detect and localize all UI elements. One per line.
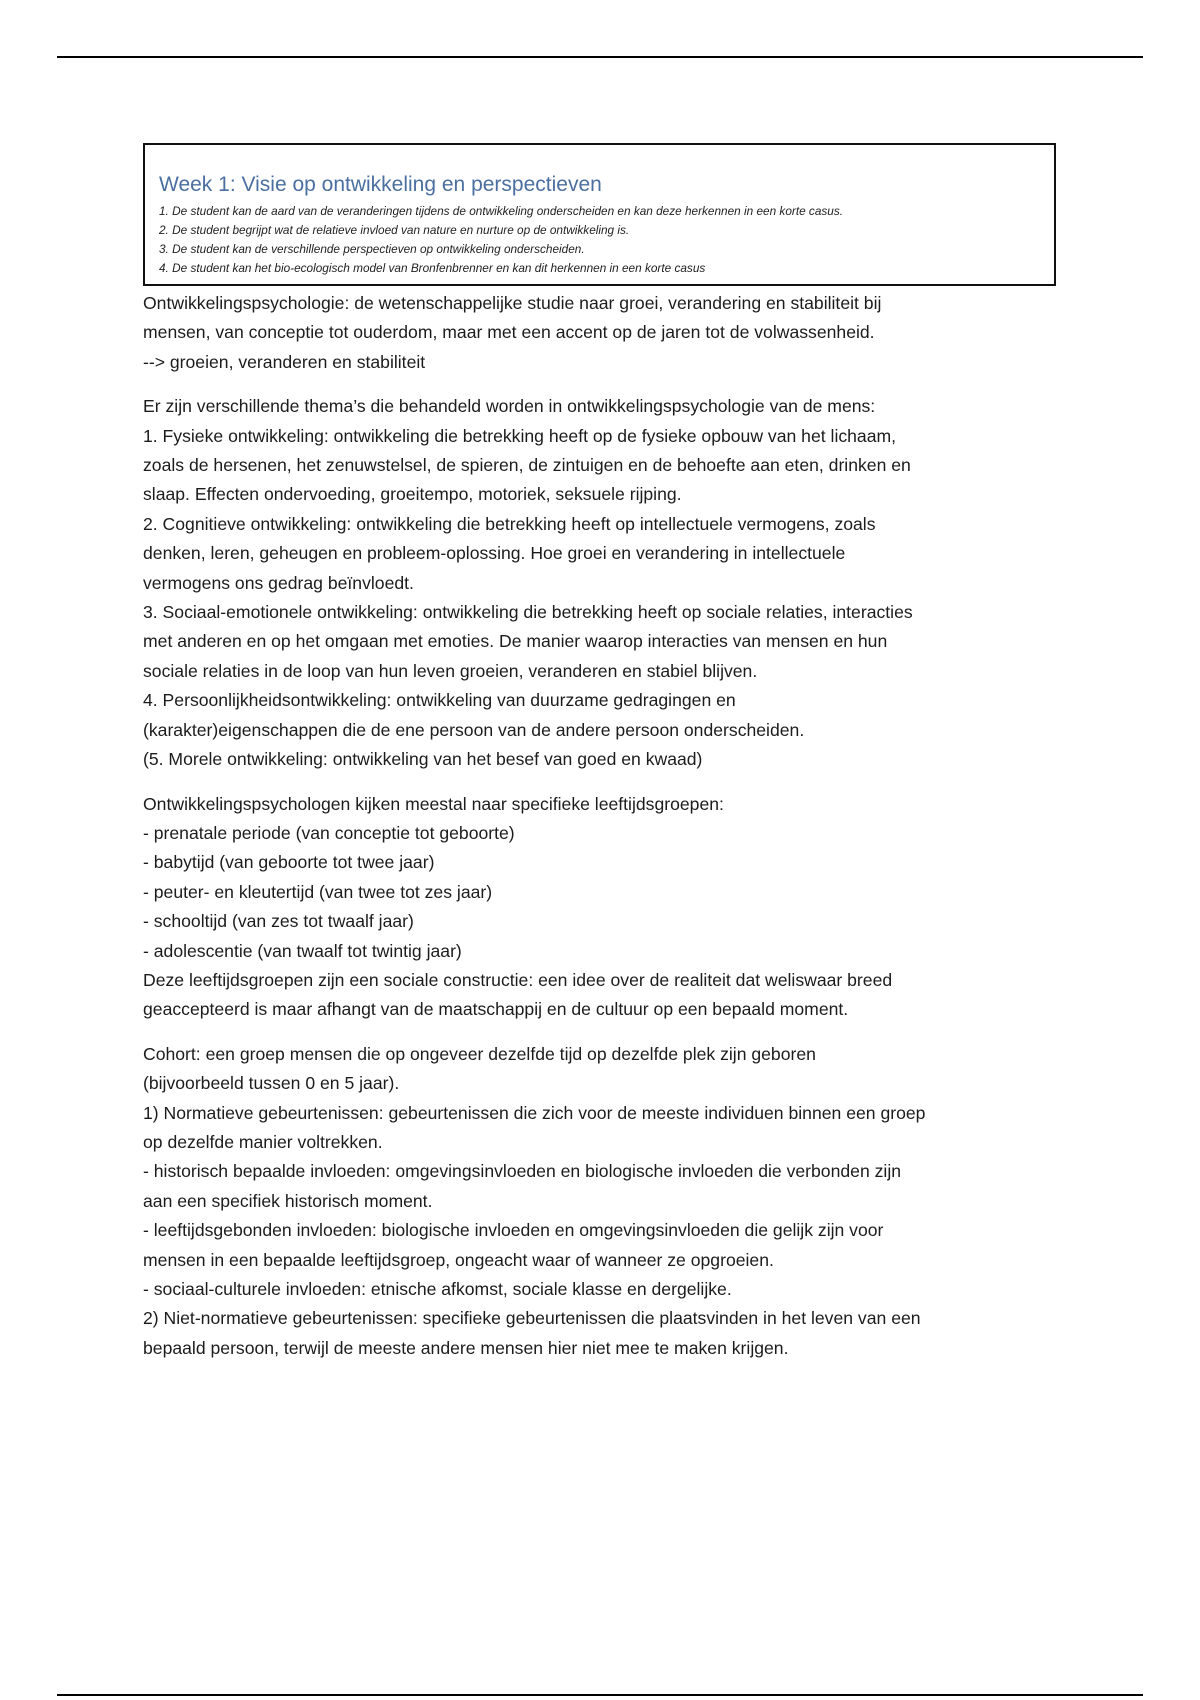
text-line: denken, leren, geheugen en probleem-oplossing. Hoe groei en verandering in intellectuele	[143, 543, 846, 564]
text-line: geaccepteerd is maar afhangt van de maatschappij en de cultuur op een bepaald moment.	[143, 999, 849, 1020]
text-line: - adolescentie (van twaalf tot twintig jaar)	[143, 940, 462, 961]
text-line: - babytijd (van geboorte tot twee jaar)	[143, 852, 435, 873]
text-line: (5. Morele ontwikkeling: ontwikkeling van het besef van goed en kwaad)	[143, 749, 703, 770]
learning-goals-box	[143, 143, 1056, 286]
text-line: 1. Fysieke ontwikkeling: ontwikkeling die betrekking heeft op de fysieke opbouw van het lichaam,	[143, 425, 897, 446]
text-line: mensen in een bepaalde leeftijdsgroep, ongeacht waar of wanneer ze opgroeien.	[143, 1249, 774, 1270]
text-line: Ontwikkelingspsychologie: de wetenschappelijke studie naar groei, verandering en stabiliteit bij	[143, 293, 882, 313]
text-line: vermogens ons gedrag beïnvloedt.	[143, 572, 414, 593]
text-line: Deze leeftijdsgroepen zijn een sociale constructie: een idee over de realiteit dat weliswaar breed	[143, 969, 893, 990]
text-line: (bijvoorbeeld tussen 0 en 5 jaar).	[143, 1073, 400, 1094]
text-line: --> groeien, veranderen en stabiliteit	[143, 351, 426, 372]
text-line: - schooltijd (van zes tot twaalf jaar)	[143, 911, 414, 932]
learning-goal: 4. De student kan het bio-ecologisch model van Bronfenbrenner en kan dit herkennen in een korte casus	[159, 261, 706, 275]
text-line: aan een specifiek historisch moment.	[143, 1190, 433, 1211]
paragraph-gap	[143, 1025, 1068, 1040]
learning-goal: 1. De student kan de aard van de veranderingen tijdens de ontwikkeling onderscheiden en kan deze herkennen in een korte casus.	[159, 204, 844, 218]
footer-rule	[57, 1694, 1143, 1696]
text-line: bepaald persoon, terwijl de meeste andere mensen hier niet mee te maken krijgen.	[143, 1337, 789, 1358]
document-body	[143, 289, 1068, 1363]
text-line: Ontwikkelingspsychologen kijken meestal naar specifieke leeftijdsgroepen:	[143, 793, 724, 814]
paragraph-gap	[143, 377, 1068, 392]
learning-goal: 2. De student begrijpt wat de relatieve invloed van nature en nurture op de ontwikkeling is.	[159, 223, 630, 237]
header-rule	[57, 56, 1143, 58]
text-line: met anderen en op het omgaan met emoties. De manier waarop interacties van mensen en hun	[143, 631, 888, 652]
text-line: 1) Normatieve gebeurtenissen: gebeurtenissen die zich voor de meeste individuen binnen een groep	[143, 1102, 926, 1123]
learning-goal: 3. De student kan de verschillende perspectieven op ontwikkeling onderscheiden.	[159, 242, 585, 256]
text-line: slaap. Effecten ondervoeding, groeitempo, motoriek, seksuele rijping.	[143, 484, 682, 505]
text-line: 3. Sociaal-emotionele ontwikkeling: ontwikkeling die betrekking heeft op sociale relaties, interacties	[143, 602, 913, 623]
paragraph-gap	[143, 775, 1068, 790]
text-line: Cohort: een groep mensen die op ongeveer dezelfde tijd op dezelfde plek zijn geboren	[143, 1043, 816, 1064]
text-line: Er zijn verschillende thema’s die behandeld worden in ontwikkelingspsychologie van de mens:	[143, 396, 876, 417]
text-line: - prenatale periode (van conceptie tot geboorte)	[143, 822, 515, 843]
text-line: 2. Cognitieve ontwikkeling: ontwikkeling die betrekking heeft op intellectuele vermogens, zoals	[143, 513, 876, 534]
text-line: - sociaal-culturele invloeden: etnische afkomst, sociale klasse en dergelijke.	[143, 1279, 732, 1299]
text-line: - peuter- en kleutertijd (van twee tot zes jaar)	[143, 881, 493, 902]
text-line: op dezelfde manier voltrekken.	[143, 1131, 383, 1152]
text-line: - leeftijdsgebonden invloeden: biologische invloeden en omgevingsinvloeden die gelijk zijn voor	[143, 1220, 884, 1241]
text-line: zoals de hersenen, het zenuwstelsel, de spieren, de zintuigen en de behoefte aan eten, drinken en	[143, 455, 911, 476]
text-line: mensen, van conceptie tot ouderdom, maar met een accent op de jaren tot de volwassenheid.	[143, 322, 875, 343]
text-line: sociale relaties in de loop van hun leven groeien, veranderen en stabiel blijven.	[143, 660, 758, 681]
text-line: 4. Persoonlijkheidsontwikkeling: ontwikkeling van duurzame gedragingen en	[143, 690, 736, 711]
text-line: - historisch bepaalde invloeden: omgevingsinvloeden en biologische invloeden die verbonden zijn	[143, 1161, 902, 1182]
week-title: Week 1: Visie op ontwikkeling en perspectieven	[159, 173, 602, 196]
text-line: (karakter)eigenschappen die de ene persoon van de andere persoon onderscheiden.	[143, 719, 805, 740]
text-line: 2) Niet-normatieve gebeurtenissen: specifieke gebeurtenissen die plaatsvinden in het leven van een	[143, 1308, 921, 1329]
